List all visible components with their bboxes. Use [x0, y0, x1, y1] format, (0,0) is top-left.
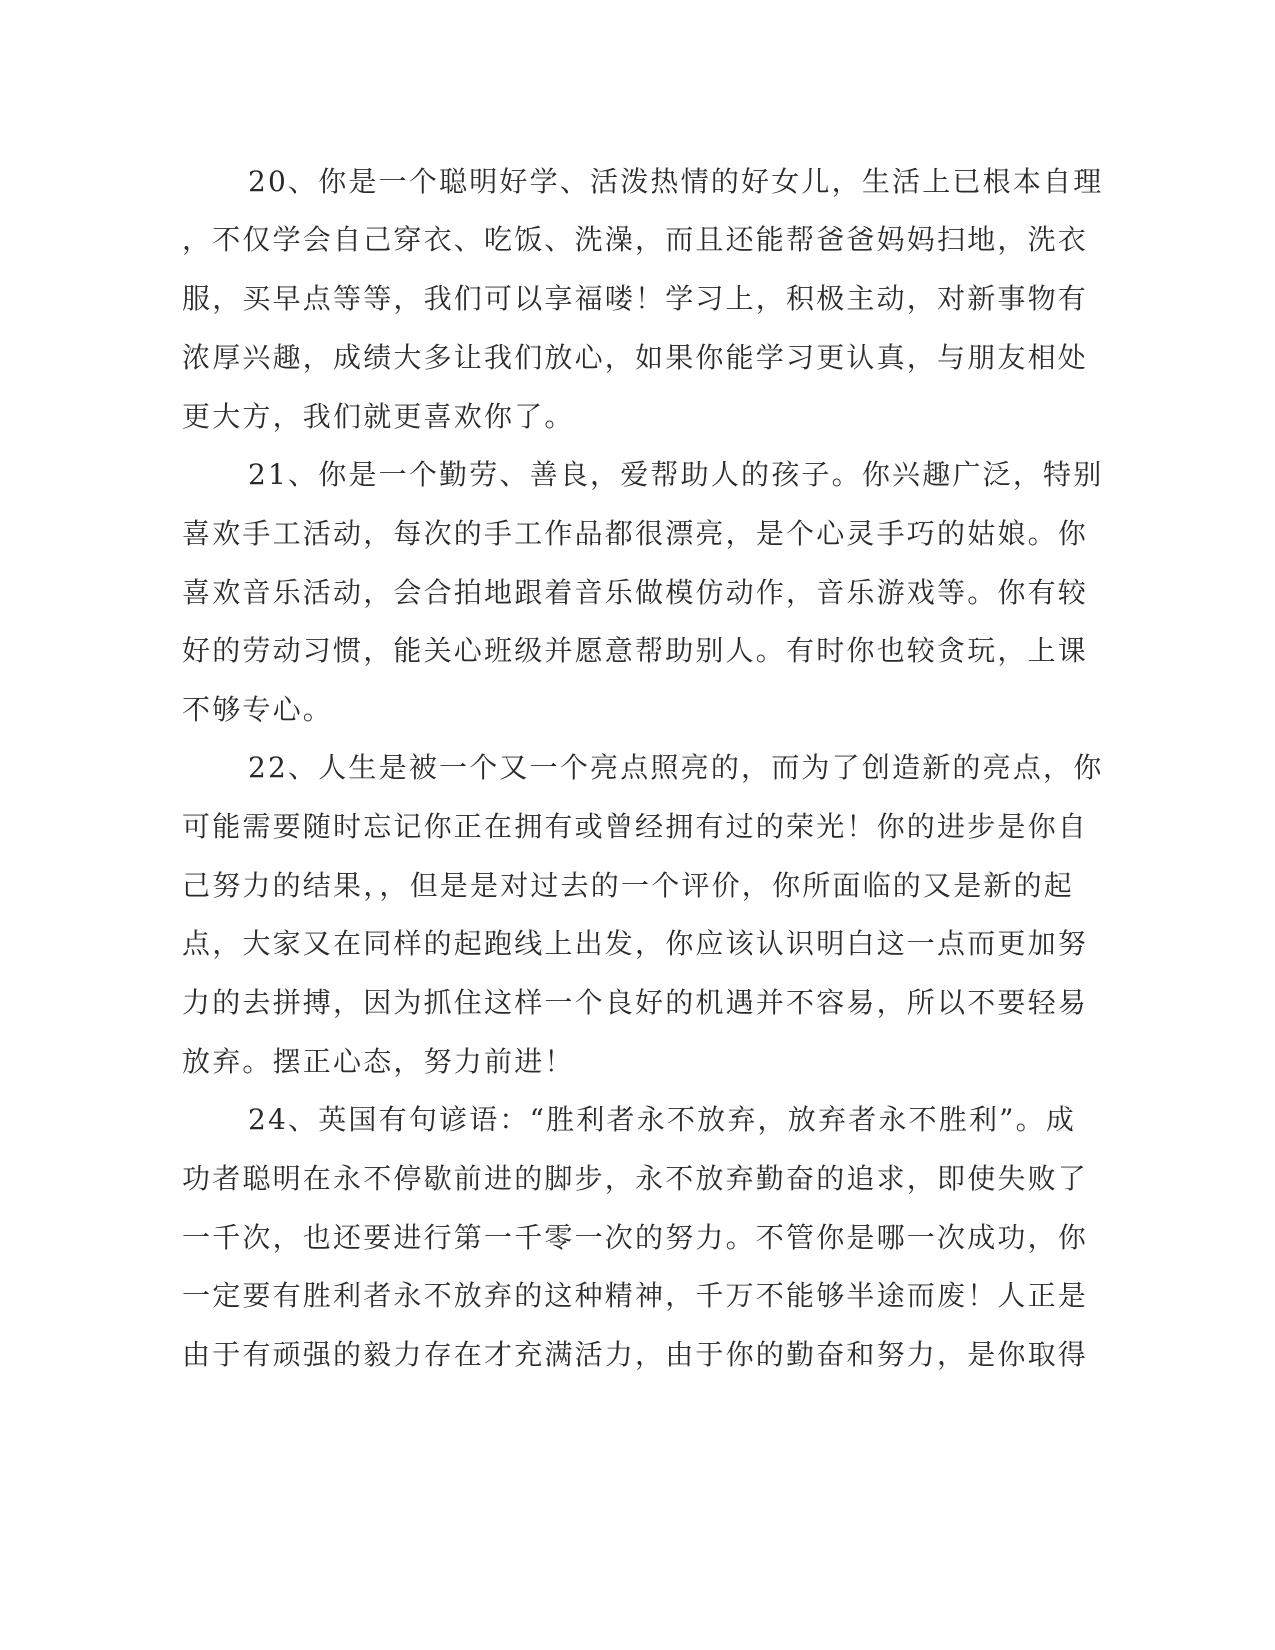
paragraph-22-line-1: 22、人生是被一个又一个亮点照亮的，而为了创造新的亮点，你	[248, 751, 1104, 784]
paragraph-22-line-4: 点，大家又在同样的起跑线上出发，你应该认识明白这一点而更加努	[182, 927, 1089, 960]
paragraph-20-line-3: 服，买早点等等，我们可以享福喽！学习上，积极主动，对新事物有	[182, 282, 1089, 315]
paragraph-21-line-3: 喜欢音乐活动，会合拍地跟着音乐做模仿动作，音乐游戏等。你有较	[182, 576, 1089, 609]
paragraph-24-line-5: 由于有顽强的毅力存在才充满活力，由于你的勤奋和努力，是你取得	[182, 1338, 1089, 1371]
paragraph-20-line-5: 更大方，我们就更喜欢你了。	[182, 400, 575, 433]
paragraph-21-line-5: 不够专心。	[182, 693, 334, 726]
paragraph-24-line-3: 一千次，也还要进行第一千零一次的努力。不管你是哪一次成功，你	[182, 1221, 1089, 1254]
paragraph-22-line-3: 己努力的结果，，但是是对过去的一个评价，你所面临的又是新的起	[182, 869, 1075, 902]
paragraph-22-line-5: 力的去拼搏，因为抓住这样一个良好的机遇并不容易，所以不要轻易	[182, 986, 1089, 1019]
paragraph-24-line-2: 功者聪明在永不停歇前进的脚步，永不放弃勤奋的追求，即使失败了	[182, 1162, 1089, 1195]
paragraph-22-line-6: 放弃。摆正心态，努力前进！	[182, 1045, 575, 1078]
paragraph-20-line-1: 20、你是一个聪明好学、活泼热情的好女儿，生活上已根本自理	[248, 165, 1104, 198]
paragraph-24-line-4: 一定要有胜利者永不放弃的这种精神，千万不能够半途而废！人正是	[182, 1279, 1089, 1312]
paragraph-21-line-1: 21、你是一个勤劳、善良，爱帮助人的孩子。你兴趣广泛，特别	[248, 458, 1104, 491]
paragraph-21-line-2: 喜欢手工活动，每次的手工作品都很漂亮，是个心灵手巧的姑娘。你	[182, 517, 1089, 550]
paragraph-21-line-4: 好的劳动习惯，能关心班级并愿意帮助别人。有时你也较贪玩，上课	[182, 634, 1089, 667]
paragraph-24-line-1: 24、英国有句谚语：“胜利者永不放弃，放弃者永不胜利”。成	[248, 1103, 1077, 1136]
paragraph-22-line-2: 可能需要随时忘记你正在拥有或曾经拥有过的荣光！你的进步是你自	[182, 810, 1089, 843]
paragraph-20-line-4: 浓厚兴趣，成绩大多让我们放心，如果你能学习更认真，与朋友相处	[182, 341, 1089, 374]
paragraph-20-line-2: ，不仅学会自己穿衣、吃饭、洗澡，而且还能帮爸爸妈妈扫地，洗衣	[182, 223, 1089, 256]
